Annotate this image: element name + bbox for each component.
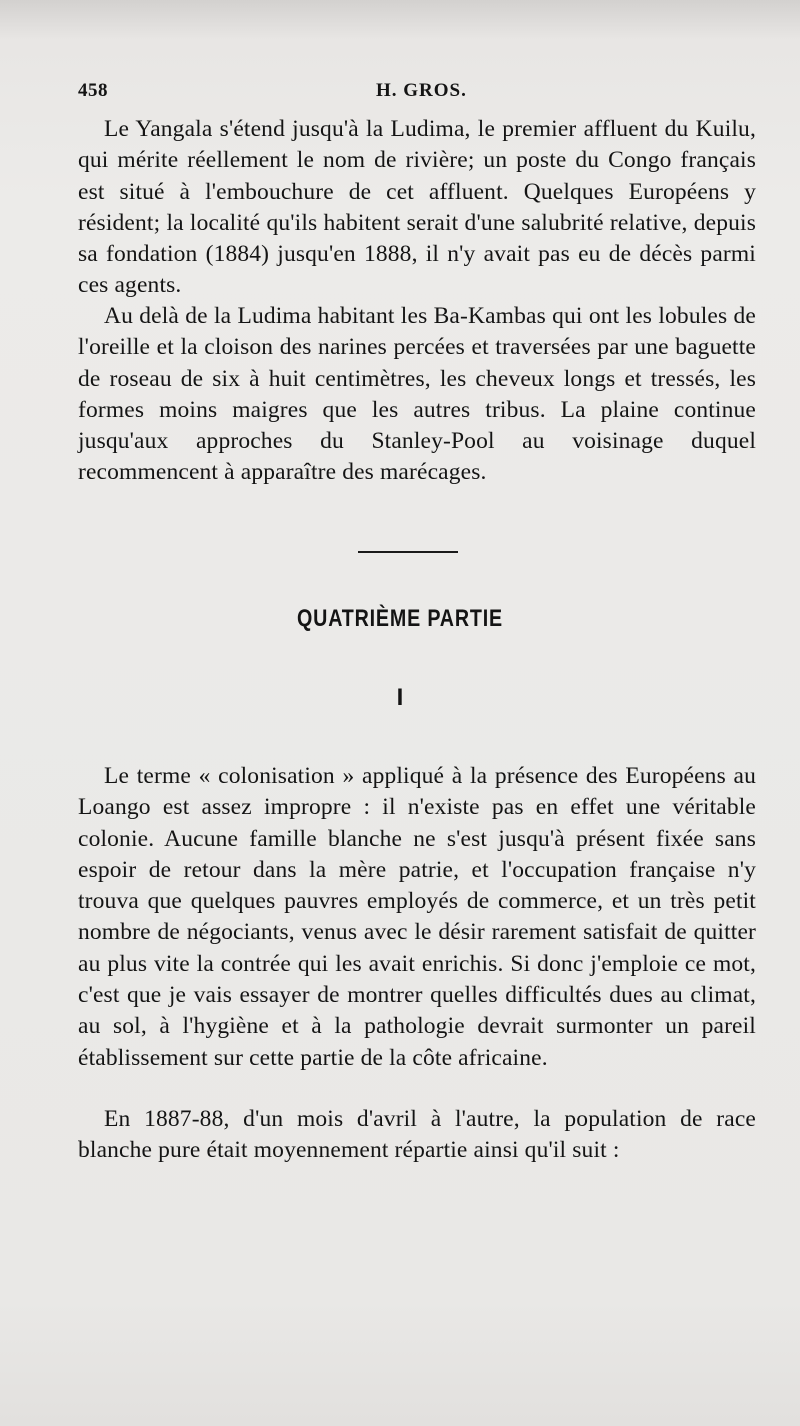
chapter-numeral: I [396,684,404,711]
page-number: 458 [78,80,108,101]
paragraph-ludima: Au delà de la Ludima habitant les Ba-Kambas qui ont les lobules de l'oreille et la cloison des narines percées et traversées par une baguette de roseau de six à huit centimètres, les cheveux longs et tressés, les formes moins maigres que les autres tribus. La plaine continue jusqu'aux approches du Stanley-Pool au voisinage duquel recommencent à apparaître des marécages. [78,303,756,486]
running-head: H. GROS. [376,80,467,101]
paragraph-population: En 1887-88, d'un mois d'avril à l'autre, la population de race blanche pure était moyennement répartie ainsi qu'il suit : [78,1106,756,1164]
part-title: QUATRIÈME PARTIE [297,605,503,632]
paragraph-yangala: Le Yangala s'étend jusqu'à la Ludima, le premier affluent du Kuilu, qui mérite réellement le nom de rivière; un poste du Congo français est situé à l'embouchure de cet affluent. Quelques Européens y résident; la localité qu'ils habitent serait d'une salubrité relative, depuis sa fondation (1884) jusqu'en 1888, il n'y avait pas eu de décès parmi ces agents. [78,116,756,299]
page-header [78,80,758,104]
paragraph-colonisation: Le terme « colonisation » appliqué à la présence des Européens au Loango est assez impropre : il n'existe pas en effet une véritable colonie. Aucune famille blanche ne s'est jusqu'à présent fixée sans espoir de retour dans la mère patrie, et l'occupation française n'y trouva que quelques pauvres employés de commerce, et un très petit nombre de négociants, venus avec le désir rarement satisfait de quitter au plus vite la contrée qui les avait enrichis. Si donc j'emploie ce mot, c'est que je vais essayer de montrer quelles difficultés dues au climat, au sol, à l'hygiène et à la pathologie devrait surmonter un pareil établissement sur cette partie de la côte africaine. [78,763,756,1071]
section-divider [358,551,458,553]
